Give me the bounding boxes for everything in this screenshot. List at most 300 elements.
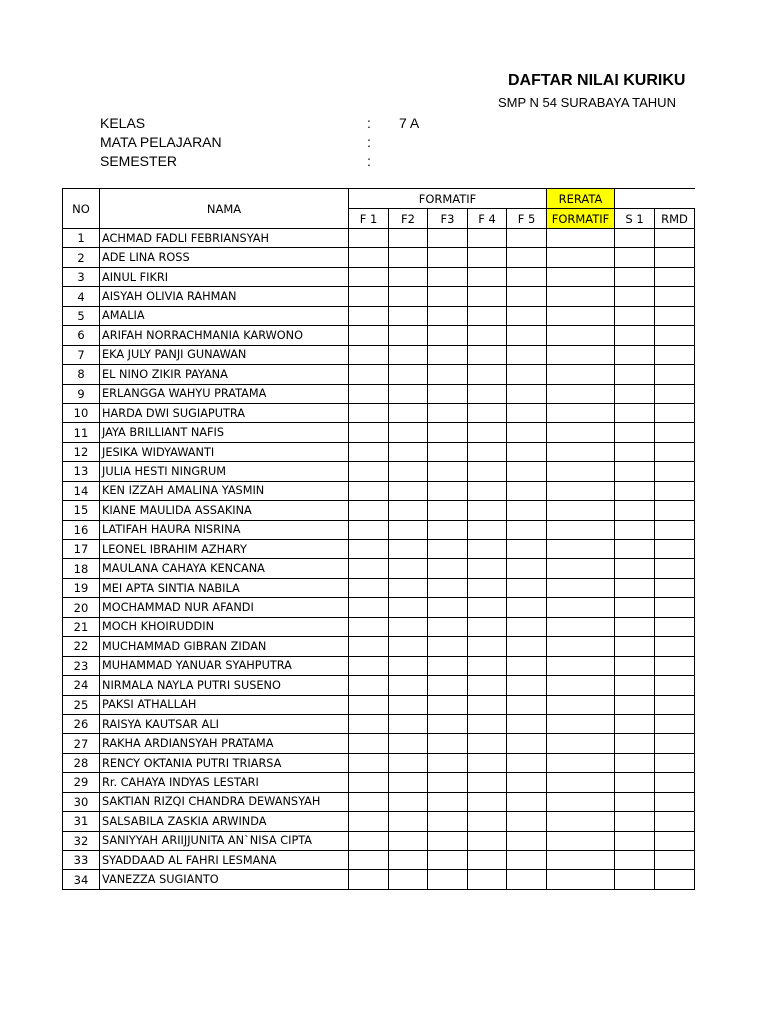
row-number: 30 — [63, 792, 100, 811]
student-name: RAISYA KAUTSAR ALI — [100, 714, 349, 733]
grade-cell-f3[interactable] — [428, 520, 468, 539]
grade-cell-rerata[interactable] — [547, 520, 615, 539]
grade-cell-f4[interactable] — [468, 792, 507, 811]
grade-cell-f3[interactable] — [428, 792, 468, 811]
grade-cell-s1[interactable] — [615, 773, 655, 792]
grade-cell-s1[interactable] — [615, 598, 655, 617]
grade-cell-s1[interactable] — [615, 442, 655, 461]
grade-cell-rerata[interactable] — [547, 287, 615, 306]
grade-cell-s1[interactable] — [615, 617, 655, 636]
grade-cell-f4[interactable] — [468, 578, 507, 597]
grade-cell-f2[interactable] — [389, 637, 428, 656]
grade-cell-s1[interactable] — [615, 637, 655, 656]
grade-cell-f5[interactable] — [507, 306, 547, 325]
grade-cell-rmd[interactable] — [655, 267, 695, 286]
grade-cell-f5[interactable] — [507, 267, 547, 286]
grade-cell-f3[interactable] — [428, 637, 468, 656]
grade-cell-f3[interactable] — [428, 481, 468, 500]
document-title: DAFTAR NILAI KURIKU — [508, 72, 686, 89]
grade-cell-rerata[interactable] — [547, 870, 615, 889]
grade-cell-f5[interactable] — [507, 734, 547, 753]
student-name: SANIYYAH ARIIJJUNITA AN`NISA CIPTA — [100, 831, 349, 850]
grade-cell-s1[interactable] — [615, 695, 655, 714]
row-number: 28 — [63, 753, 100, 772]
student-name: AISYAH OLIVIA RAHMAN — [100, 287, 349, 306]
grade-cell-f5[interactable] — [507, 851, 547, 870]
grade-cell-f5[interactable] — [507, 753, 547, 772]
grade-cell-s1[interactable] — [615, 403, 655, 422]
grade-cell-f3[interactable] — [428, 598, 468, 617]
grade-cell-rmd[interactable] — [655, 656, 695, 675]
grade-cell-rerata[interactable] — [547, 306, 615, 325]
grade-cell-f1[interactable] — [349, 734, 389, 753]
grade-cell-f4[interactable] — [468, 559, 507, 578]
grade-cell-f3[interactable] — [428, 229, 468, 248]
grade-cell-f2[interactable] — [389, 676, 428, 695]
grade-cell-rmd[interactable] — [655, 598, 695, 617]
grade-cell-rerata[interactable] — [547, 676, 615, 695]
grade-cell-f4[interactable] — [468, 365, 507, 384]
grade-cell-f1[interactable] — [349, 462, 389, 481]
grade-cell-f2[interactable] — [389, 578, 428, 597]
student-name: MUHAMMAD YANUAR SYAHPUTRA — [100, 656, 349, 675]
grade-cell-rerata[interactable] — [547, 598, 615, 617]
grade-cell-f3[interactable] — [428, 578, 468, 597]
grade-cell-rmd[interactable] — [655, 384, 695, 403]
grade-cell-s1[interactable] — [615, 345, 655, 364]
grade-cell-f4[interactable] — [468, 520, 507, 539]
grade-cell-s1[interactable] — [615, 753, 655, 772]
grade-cell-rmd[interactable] — [655, 326, 695, 345]
grade-cell-f1[interactable] — [349, 870, 389, 889]
meta-label-semester: SEMESTER — [100, 153, 178, 169]
grade-cell-f3[interactable] — [428, 812, 468, 831]
grade-cell-f2[interactable] — [389, 598, 428, 617]
grade-cell-f2[interactable] — [389, 520, 428, 539]
grade-cell-rmd[interactable] — [655, 695, 695, 714]
grade-cell-f1[interactable] — [349, 365, 389, 384]
grade-cell-f4[interactable] — [468, 442, 507, 461]
grade-cell-s1[interactable] — [615, 520, 655, 539]
grade-cell-rerata[interactable] — [547, 345, 615, 364]
grade-cell-rerata[interactable] — [547, 773, 615, 792]
grade-cell-rmd[interactable] — [655, 812, 695, 831]
grade-cell-s1[interactable] — [615, 578, 655, 597]
grade-cell-rmd[interactable] — [655, 773, 695, 792]
grade-cell-f4[interactable] — [468, 617, 507, 636]
grade-cell-f2[interactable] — [389, 442, 428, 461]
grade-cell-f4[interactable] — [468, 812, 507, 831]
grade-cell-f4[interactable] — [468, 248, 507, 267]
grade-cell-s1[interactable] — [615, 365, 655, 384]
grade-cell-f1[interactable] — [349, 617, 389, 636]
grade-cell-rerata[interactable] — [547, 442, 615, 461]
grade-cell-f2[interactable] — [389, 617, 428, 636]
grade-cell-f1[interactable] — [349, 851, 389, 870]
grade-cell-f1[interactable] — [349, 676, 389, 695]
grade-cell-f5[interactable] — [507, 792, 547, 811]
student-name: RENCY OKTANIA PUTRI TRIARSA — [100, 753, 349, 772]
grade-cell-rerata[interactable] — [547, 540, 615, 559]
grade-cell-rmd[interactable] — [655, 559, 695, 578]
grade-cell-s1[interactable] — [615, 423, 655, 442]
grade-cell-f2[interactable] — [389, 481, 428, 500]
grade-cell-s1[interactable] — [615, 656, 655, 675]
grade-cell-s1[interactable] — [615, 559, 655, 578]
grade-cell-f2[interactable] — [389, 229, 428, 248]
grade-cell-f5[interactable] — [507, 403, 547, 422]
grade-cell-rerata[interactable] — [547, 403, 615, 422]
grade-cell-s1[interactable] — [615, 384, 655, 403]
grade-cell-f5[interactable] — [507, 442, 547, 461]
header-f4: F 4 — [468, 209, 507, 229]
grade-cell-rerata[interactable] — [547, 753, 615, 772]
grade-cell-rmd[interactable] — [655, 617, 695, 636]
grade-cell-f3[interactable] — [428, 676, 468, 695]
grade-cell-rmd[interactable] — [655, 442, 695, 461]
grade-cell-f3[interactable] — [428, 365, 468, 384]
grade-cell-f3[interactable] — [428, 831, 468, 850]
grade-cell-f3[interactable] — [428, 384, 468, 403]
table-row — [63, 481, 695, 500]
grade-cell-s1[interactable] — [615, 501, 655, 520]
grade-cell-f4[interactable] — [468, 229, 507, 248]
grade-cell-f2[interactable] — [389, 384, 428, 403]
student-name: SAKTIAN RIZQI CHANDRA DEWANSYAH — [100, 792, 349, 811]
grade-cell-rmd[interactable] — [655, 306, 695, 325]
grade-cell-rerata[interactable] — [547, 851, 615, 870]
grade-cell-rerata[interactable] — [547, 481, 615, 500]
grade-cell-f2[interactable] — [389, 734, 428, 753]
grade-cell-rerata[interactable] — [547, 695, 615, 714]
grade-cell-f4[interactable] — [468, 540, 507, 559]
grade-cell-s1[interactable] — [615, 676, 655, 695]
grade-cell-f1[interactable] — [349, 812, 389, 831]
grade-cell-rerata[interactable] — [547, 248, 615, 267]
grade-cell-rmd[interactable] — [655, 248, 695, 267]
row-number: 19 — [63, 578, 100, 597]
grade-cell-f1[interactable] — [349, 714, 389, 733]
grade-cell-f1[interactable] — [349, 345, 389, 364]
grade-cell-rmd[interactable] — [655, 792, 695, 811]
grade-cell-rerata[interactable] — [547, 792, 615, 811]
grade-cell-f1[interactable] — [349, 267, 389, 286]
grade-cell-rerata[interactable] — [547, 384, 615, 403]
row-number: 3 — [63, 267, 100, 286]
grade-cell-f3[interactable] — [428, 773, 468, 792]
grade-cell-f3[interactable] — [428, 656, 468, 675]
row-number: 5 — [63, 306, 100, 325]
grade-cell-f1[interactable] — [349, 287, 389, 306]
grade-cell-f3[interactable] — [428, 617, 468, 636]
grade-cell-f3[interactable] — [428, 442, 468, 461]
grade-cell-f4[interactable] — [468, 773, 507, 792]
student-name: MUCHAMMAD GIBRAN ZIDAN — [100, 637, 349, 656]
grade-cell-f2[interactable] — [389, 365, 428, 384]
grade-cell-f4[interactable] — [468, 870, 507, 889]
grade-cell-f4[interactable] — [468, 384, 507, 403]
grade-cell-s1[interactable] — [615, 481, 655, 500]
grade-cell-f3[interactable] — [428, 734, 468, 753]
grade-cell-f1[interactable] — [349, 753, 389, 772]
row-number: 16 — [63, 520, 100, 539]
grade-cell-rmd[interactable] — [655, 229, 695, 248]
grade-cell-f4[interactable] — [468, 345, 507, 364]
grade-cell-f2[interactable] — [389, 462, 428, 481]
grade-cell-rmd[interactable] — [655, 870, 695, 889]
grade-cell-f2[interactable] — [389, 326, 428, 345]
grade-cell-f5[interactable] — [507, 812, 547, 831]
grade-cell-f5[interactable] — [507, 481, 547, 500]
grade-cell-f5[interactable] — [507, 423, 547, 442]
grade-cell-f3[interactable] — [428, 501, 468, 520]
grade-cell-f5[interactable] — [507, 248, 547, 267]
grade-cell-rmd[interactable] — [655, 520, 695, 539]
grade-cell-f5[interactable] — [507, 559, 547, 578]
grade-cell-s1[interactable] — [615, 267, 655, 286]
grade-cell-f5[interactable] — [507, 714, 547, 733]
grade-cell-rmd[interactable] — [655, 637, 695, 656]
grade-cell-f2[interactable] — [389, 812, 428, 831]
grade-cell-f5[interactable] — [507, 637, 547, 656]
grade-cell-f4[interactable] — [468, 481, 507, 500]
grade-cell-f2[interactable] — [389, 287, 428, 306]
grade-cell-rmd[interactable] — [655, 540, 695, 559]
grade-cell-f4[interactable] — [468, 676, 507, 695]
grade-cell-f2[interactable] — [389, 714, 428, 733]
grade-cell-f1[interactable] — [349, 481, 389, 500]
grade-cell-f5[interactable] — [507, 520, 547, 539]
grade-cell-f2[interactable] — [389, 423, 428, 442]
grade-cell-f1[interactable] — [349, 559, 389, 578]
grade-cell-f3[interactable] — [428, 403, 468, 422]
grade-cell-f1[interactable] — [349, 248, 389, 267]
grade-cell-rmd[interactable] — [655, 501, 695, 520]
grade-cell-f3[interactable] — [428, 714, 468, 733]
grade-cell-f2[interactable] — [389, 656, 428, 675]
grade-cell-f2[interactable] — [389, 792, 428, 811]
grade-cell-f5[interactable] — [507, 462, 547, 481]
grade-cell-rerata[interactable] — [547, 831, 615, 850]
grade-cell-f3[interactable] — [428, 306, 468, 325]
grade-cell-f5[interactable] — [507, 365, 547, 384]
grade-cell-f1[interactable] — [349, 384, 389, 403]
grade-cell-f2[interactable] — [389, 306, 428, 325]
grade-cell-f1[interactable] — [349, 423, 389, 442]
grade-cell-f1[interactable] — [349, 403, 389, 422]
grade-cell-f5[interactable] — [507, 578, 547, 597]
grade-cell-f3[interactable] — [428, 248, 468, 267]
grade-cell-f4[interactable] — [468, 851, 507, 870]
grade-cell-rerata[interactable] — [547, 656, 615, 675]
grade-cell-f5[interactable] — [507, 540, 547, 559]
table-row — [63, 326, 695, 345]
grade-cell-f3[interactable] — [428, 287, 468, 306]
grade-cell-f4[interactable] — [468, 734, 507, 753]
grade-cell-f5[interactable] — [507, 617, 547, 636]
grade-cell-f5[interactable] — [507, 598, 547, 617]
student-name: JESIKA WIDYAWANTI — [100, 442, 349, 461]
grade-cell-f5[interactable] — [507, 345, 547, 364]
grade-cell-f3[interactable] — [428, 267, 468, 286]
grade-cell-f4[interactable] — [468, 714, 507, 733]
grade-cell-f2[interactable] — [389, 403, 428, 422]
grade-cell-rerata[interactable] — [547, 365, 615, 384]
grade-cell-f4[interactable] — [468, 326, 507, 345]
grade-cell-rmd[interactable] — [655, 734, 695, 753]
grade-cell-f5[interactable] — [507, 656, 547, 675]
grade-cell-f1[interactable] — [349, 831, 389, 850]
grade-cell-f2[interactable] — [389, 501, 428, 520]
grade-cell-f1[interactable] — [349, 442, 389, 461]
grade-cell-f4[interactable] — [468, 403, 507, 422]
grade-cell-f4[interactable] — [468, 831, 507, 850]
grade-cell-f3[interactable] — [428, 326, 468, 345]
table-row — [63, 656, 695, 675]
grade-cell-s1[interactable] — [615, 734, 655, 753]
grade-cell-f1[interactable] — [349, 773, 389, 792]
grade-cell-s1[interactable] — [615, 870, 655, 889]
grade-cell-f1[interactable] — [349, 578, 389, 597]
grade-cell-rerata[interactable] — [547, 267, 615, 286]
grade-cell-rerata[interactable] — [547, 326, 615, 345]
grade-cell-f2[interactable] — [389, 831, 428, 850]
grade-cell-f4[interactable] — [468, 637, 507, 656]
grade-cell-rmd[interactable] — [655, 345, 695, 364]
grade-cell-s1[interactable] — [615, 812, 655, 831]
grade-cell-f4[interactable] — [468, 695, 507, 714]
grade-cell-s1[interactable] — [615, 287, 655, 306]
grade-cell-rerata[interactable] — [547, 734, 615, 753]
grade-cell-f3[interactable] — [428, 753, 468, 772]
grade-cell-rmd[interactable] — [655, 753, 695, 772]
grade-cell-f4[interactable] — [468, 501, 507, 520]
grade-cell-f4[interactable] — [468, 656, 507, 675]
grade-cell-rmd[interactable] — [655, 481, 695, 500]
grade-cell-f2[interactable] — [389, 559, 428, 578]
grade-cell-rmd[interactable] — [655, 287, 695, 306]
grade-cell-rmd[interactable] — [655, 462, 695, 481]
grade-cell-s1[interactable] — [615, 326, 655, 345]
grade-cell-f2[interactable] — [389, 695, 428, 714]
row-number: 4 — [63, 287, 100, 306]
grade-cell-s1[interactable] — [615, 306, 655, 325]
grade-cell-s1[interactable] — [615, 248, 655, 267]
grade-cell-s1[interactable] — [615, 851, 655, 870]
grade-cell-f5[interactable] — [507, 229, 547, 248]
grade-cell-rmd[interactable] — [655, 714, 695, 733]
grade-cell-rmd[interactable] — [655, 851, 695, 870]
grade-cell-rerata[interactable] — [547, 229, 615, 248]
grade-cell-rerata[interactable] — [547, 462, 615, 481]
grade-cell-f3[interactable] — [428, 695, 468, 714]
grade-cell-f4[interactable] — [468, 287, 507, 306]
grade-cell-f5[interactable] — [507, 870, 547, 889]
grade-cell-f1[interactable] — [349, 637, 389, 656]
table-row — [63, 306, 695, 325]
grade-cell-f1[interactable] — [349, 520, 389, 539]
grade-cell-f3[interactable] — [428, 559, 468, 578]
grade-cell-rerata[interactable] — [547, 714, 615, 733]
grade-table-body — [63, 229, 695, 890]
grade-cell-rerata[interactable] — [547, 578, 615, 597]
grade-cell-f1[interactable] — [349, 501, 389, 520]
grade-cell-f5[interactable] — [507, 773, 547, 792]
grade-cell-f2[interactable] — [389, 540, 428, 559]
grade-cell-f5[interactable] — [507, 326, 547, 345]
grade-cell-f1[interactable] — [349, 540, 389, 559]
grade-cell-f5[interactable] — [507, 384, 547, 403]
student-name: ERLANGGA WAHYU PRATAMA — [100, 384, 349, 403]
grade-cell-f2[interactable] — [389, 267, 428, 286]
grade-cell-s1[interactable] — [615, 540, 655, 559]
grade-cell-f5[interactable] — [507, 831, 547, 850]
grade-cell-f4[interactable] — [468, 267, 507, 286]
grade-cell-f3[interactable] — [428, 540, 468, 559]
grade-cell-f1[interactable] — [349, 326, 389, 345]
grade-cell-rmd[interactable] — [655, 578, 695, 597]
grade-cell-s1[interactable] — [615, 462, 655, 481]
grade-cell-rerata[interactable] — [547, 559, 615, 578]
grade-cell-f3[interactable] — [428, 870, 468, 889]
grade-cell-f1[interactable] — [349, 792, 389, 811]
grade-cell-s1[interactable] — [615, 792, 655, 811]
grade-cell-rmd[interactable] — [655, 676, 695, 695]
grade-cell-f1[interactable] — [349, 229, 389, 248]
grade-cell-f2[interactable] — [389, 345, 428, 364]
row-number: 12 — [63, 442, 100, 461]
grade-cell-s1[interactable] — [615, 714, 655, 733]
grade-cell-f2[interactable] — [389, 773, 428, 792]
grade-cell-rerata[interactable] — [547, 637, 615, 656]
grade-cell-rmd[interactable] — [655, 403, 695, 422]
grade-cell-rmd[interactable] — [655, 831, 695, 850]
grade-cell-f1[interactable] — [349, 306, 389, 325]
grade-cell-f4[interactable] — [468, 598, 507, 617]
grade-cell-f2[interactable] — [389, 248, 428, 267]
grade-cell-f5[interactable] — [507, 695, 547, 714]
grade-cell-f2[interactable] — [389, 753, 428, 772]
grade-cell-f5[interactable] — [507, 287, 547, 306]
grade-cell-rmd[interactable] — [655, 423, 695, 442]
grade-cell-f3[interactable] — [428, 851, 468, 870]
grade-cell-rerata[interactable] — [547, 501, 615, 520]
grade-cell-f5[interactable] — [507, 501, 547, 520]
grade-cell-f1[interactable] — [349, 695, 389, 714]
grade-cell-f4[interactable] — [468, 423, 507, 442]
grade-cell-s1[interactable] — [615, 831, 655, 850]
grade-cell-rmd[interactable] — [655, 365, 695, 384]
grade-cell-rerata[interactable] — [547, 812, 615, 831]
grade-cell-s1[interactable] — [615, 229, 655, 248]
grade-cell-f1[interactable] — [349, 656, 389, 675]
student-name: ACHMAD FADLI FEBRIANSYAH — [100, 229, 349, 248]
grade-cell-rerata[interactable] — [547, 617, 615, 636]
grade-cell-f2[interactable] — [389, 870, 428, 889]
grade-cell-f2[interactable] — [389, 851, 428, 870]
grade-cell-f3[interactable] — [428, 345, 468, 364]
grade-cell-f3[interactable] — [428, 462, 468, 481]
grade-cell-f4[interactable] — [468, 462, 507, 481]
grade-cell-f5[interactable] — [507, 676, 547, 695]
table-row — [63, 812, 695, 831]
grade-cell-f3[interactable] — [428, 423, 468, 442]
grade-cell-rerata[interactable] — [547, 423, 615, 442]
grade-cell-f4[interactable] — [468, 753, 507, 772]
grade-cell-f4[interactable] — [468, 306, 507, 325]
student-name: VANEZZA SUGIANTO — [100, 870, 349, 889]
grade-cell-f1[interactable] — [349, 598, 389, 617]
